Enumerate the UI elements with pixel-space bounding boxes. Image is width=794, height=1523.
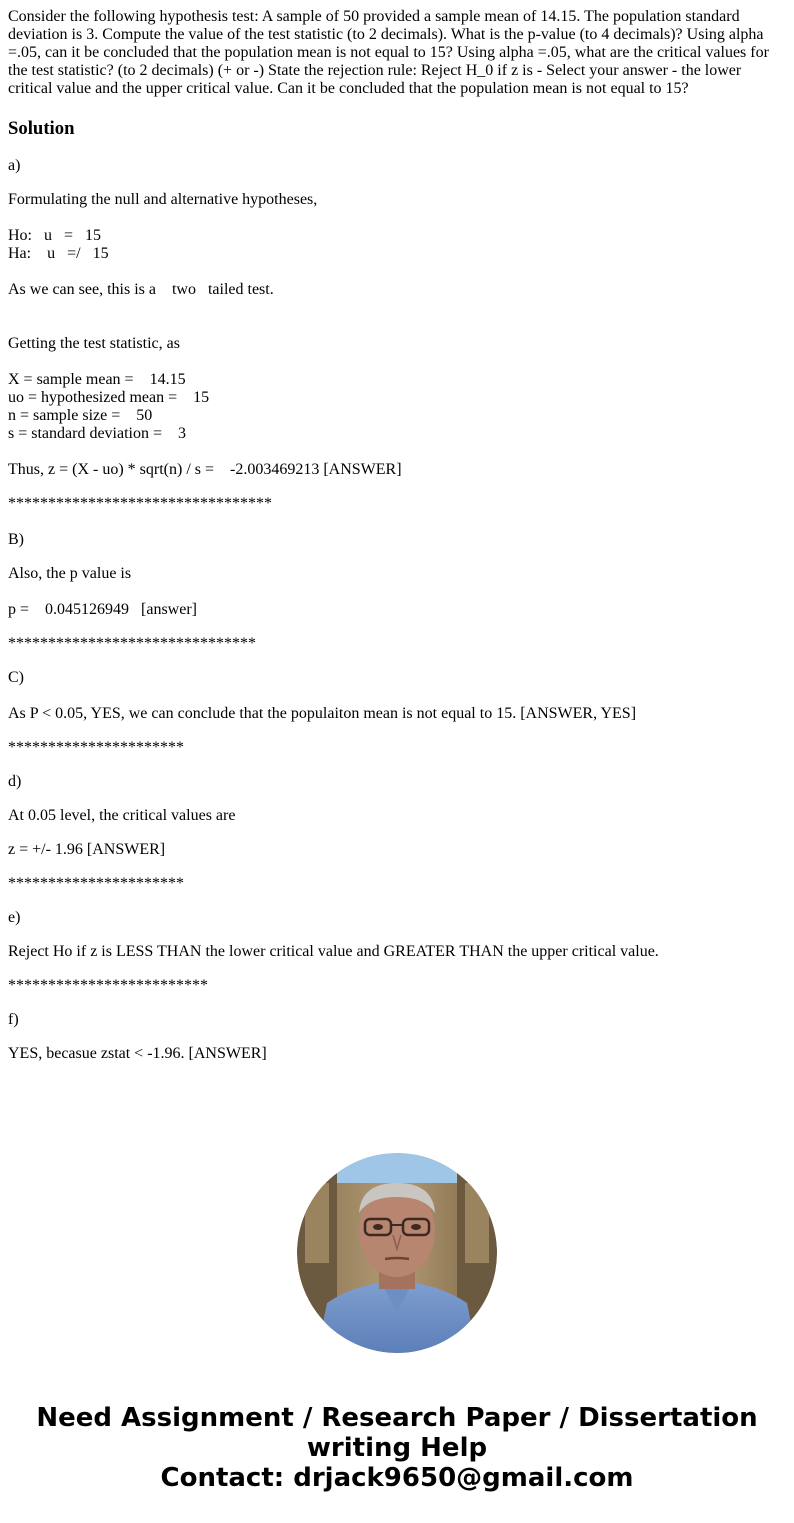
question-text: Consider the following hypothesis test: A sample of 50 provided a sample mean of 14.15. The population standard deviation is 3. Compute the value of the test statistic (to 2 decimals). What is the p-value (to 4 decimals)? Using alpha =.05, can it be concluded that the population mean is not equal to 15? Using alpha =.05, what are the critical values for the test statistic? (to 2 decimals) (+ or -) State the rejection rule: Reject H_0 if z is - Select your answer - the lower critical value and the upper critical value. Can it be concluded that the population mean is not equal to 15? (8, 8, 769, 97)
p-value-result: p = 0.045126949 [answer] (8, 601, 197, 618)
rejection-rule: Reject Ho if z is LESS THAN the lower critical value and GREATER THAN the upper critical value. (8, 943, 659, 960)
hypothesized-mean-line: uo = hypothesized mean = 15 (8, 389, 210, 406)
solution-heading: Solution (8, 118, 75, 139)
part-c-answer: As P < 0.05, YES, we can conclude that the populaiton mean is not equal to 15. [ANSWER, YES] (8, 705, 637, 722)
part-a-label: a) (8, 157, 21, 174)
footer-banner (0, 1403, 794, 1493)
separator-stars: ********************** (8, 875, 184, 892)
separator-stars: ********************************* (8, 495, 272, 512)
part-e-label: e) (8, 909, 21, 926)
part-c-label: C) (8, 669, 24, 686)
formulating-text: Formulating the null and alternative hypotheses, (8, 191, 318, 208)
z-result-line: Thus, z = (X - uo) * sqrt(n) / s = -2.003469213 [ANSWER] (8, 461, 402, 478)
sample-mean-line: X = sample mean = 14.15 (8, 371, 186, 388)
alt-hypothesis: Ha: u =/ 15 (8, 245, 109, 262)
std-dev-line: s = standard deviation = 3 (8, 425, 187, 442)
part-b-label: B) (8, 531, 24, 548)
tailed-test-text: As we can see, this is a two tailed test. (8, 281, 274, 298)
critical-values-intro: At 0.05 level, the critical values are (8, 807, 236, 824)
separator-stars: ************************* (8, 977, 208, 994)
sample-size-line: n = sample size = 50 (8, 407, 153, 424)
p-value-intro: Also, the p value is (8, 565, 132, 582)
footer-contact: Contact: drjack9650@gmail.com (160, 1463, 634, 1493)
footer-line: Need Assignment / Research Paper / Dissertation (36, 1403, 758, 1433)
getting-statistic-text: Getting the test statistic, as (8, 335, 180, 352)
footer-line: writing Help (306, 1433, 488, 1463)
separator-stars: ******************************* (8, 635, 256, 652)
part-d-label: d) (8, 773, 22, 790)
part-f-answer: YES, becasue zstat < -1.96. [ANSWER] (8, 1045, 267, 1062)
part-f-label: f) (8, 1011, 19, 1028)
avatar (297, 1153, 497, 1353)
document-content (8, 8, 786, 1062)
separator-stars: ********************** (8, 739, 184, 756)
null-hypothesis: Ho: u = 15 (8, 227, 102, 244)
critical-values-result: z = +/- 1.96 [ANSWER] (8, 841, 166, 858)
